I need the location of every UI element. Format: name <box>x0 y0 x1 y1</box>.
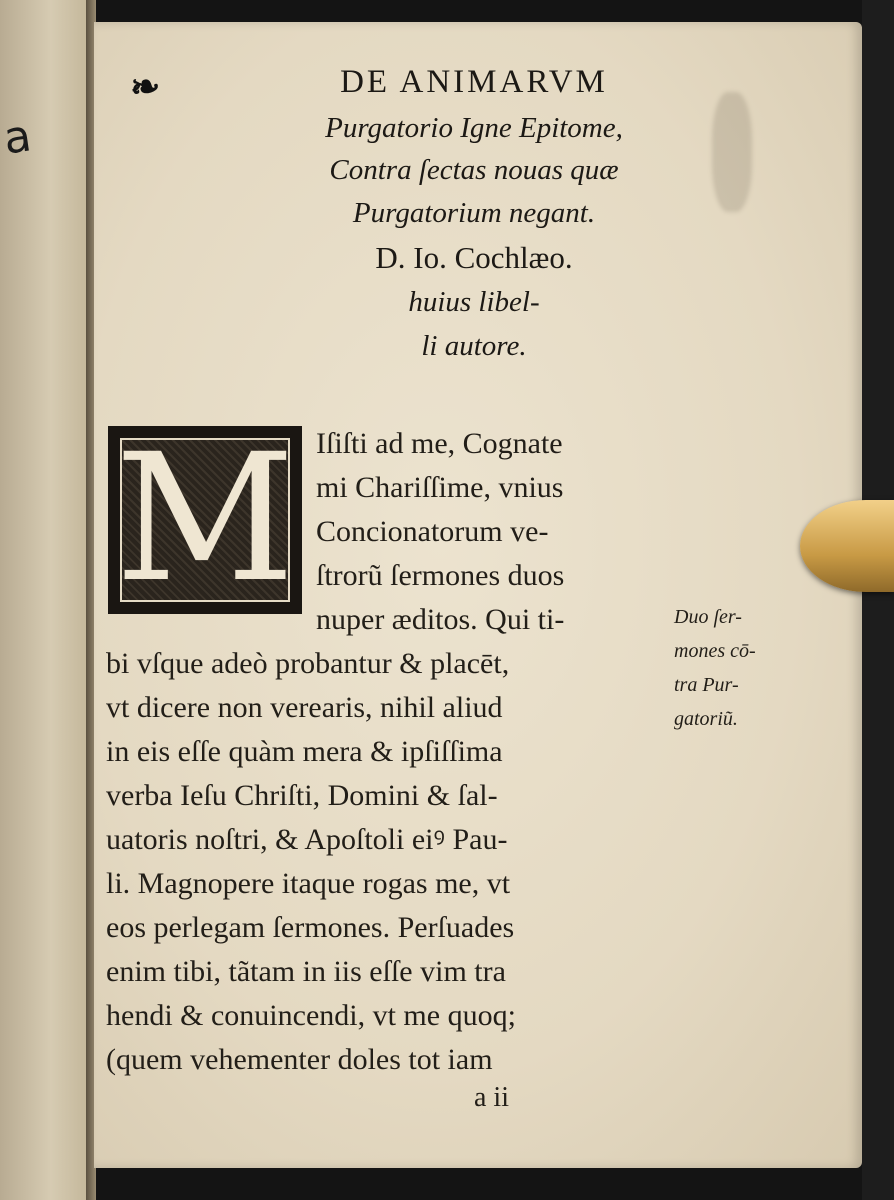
body-line: vt dicere non verearis, nihil aliud <box>106 691 503 724</box>
body-line: in eis eſſe quàm mera & ipſiſſima <box>106 735 503 768</box>
body-line: li. Magnopere itaque rogas me, vt <box>106 867 511 900</box>
margin-note-line: mones cō- <box>674 640 756 662</box>
title-line-5: D. Io. Cochlæo. <box>375 240 573 275</box>
margin-note-line: tra Pur- <box>674 674 739 696</box>
body-line: uatoris noſtri, & Apoſtoli eiꝰ Pau- <box>106 823 508 856</box>
page-stain <box>712 92 752 212</box>
title-line-4: Purgatorium negant. <box>352 197 596 229</box>
signature-mark: a ii <box>474 1082 509 1113</box>
body-line: hendi & conuincendi, vt me quoq; <box>106 999 516 1032</box>
right-page <box>94 22 862 1168</box>
title-line-6: huius libel- <box>408 286 540 318</box>
body-line: enim tibi, tãtam in iis eſſe vim tra <box>106 955 506 988</box>
body-line: mi Chariſſime, vnius <box>316 471 564 504</box>
initial-letter: M <box>114 426 296 614</box>
background-edge <box>862 0 894 1200</box>
body-line: nuper æditos. Qui ti- <box>316 603 565 636</box>
body-line: eos perlegam ſermones. Perſuades <box>106 911 515 944</box>
title-line-2: Purgatorio Igne Epitome, <box>325 112 623 144</box>
margin-note-line: Duo ſer- <box>674 606 742 628</box>
body-line: Concionatorum ve- <box>316 515 549 548</box>
title-line-3: Contra ſectas nouas quæ <box>329 154 619 186</box>
body-line: Iſiſti ad me, Cognate <box>316 427 563 460</box>
title-line-7: li autore. <box>421 330 527 362</box>
title-line-1: DE ANIMARVM <box>340 64 608 100</box>
body-line: (quem vehementer doles tot iam <box>106 1043 493 1076</box>
body-line: bi vſque adeò probantur & placēt, <box>106 647 510 680</box>
left-page <box>0 0 92 1200</box>
ornament-flourish: ❧ <box>127 65 163 109</box>
handwritten-mark: a <box>0 110 35 165</box>
body-line: verba Ieſu Chriſti, Domini & ſal- <box>106 779 498 812</box>
margin-note-line: gatoriũ. <box>674 708 738 730</box>
decorated-initial <box>108 426 302 614</box>
body-line: ſtrorũ ſermones duos <box>316 559 565 592</box>
